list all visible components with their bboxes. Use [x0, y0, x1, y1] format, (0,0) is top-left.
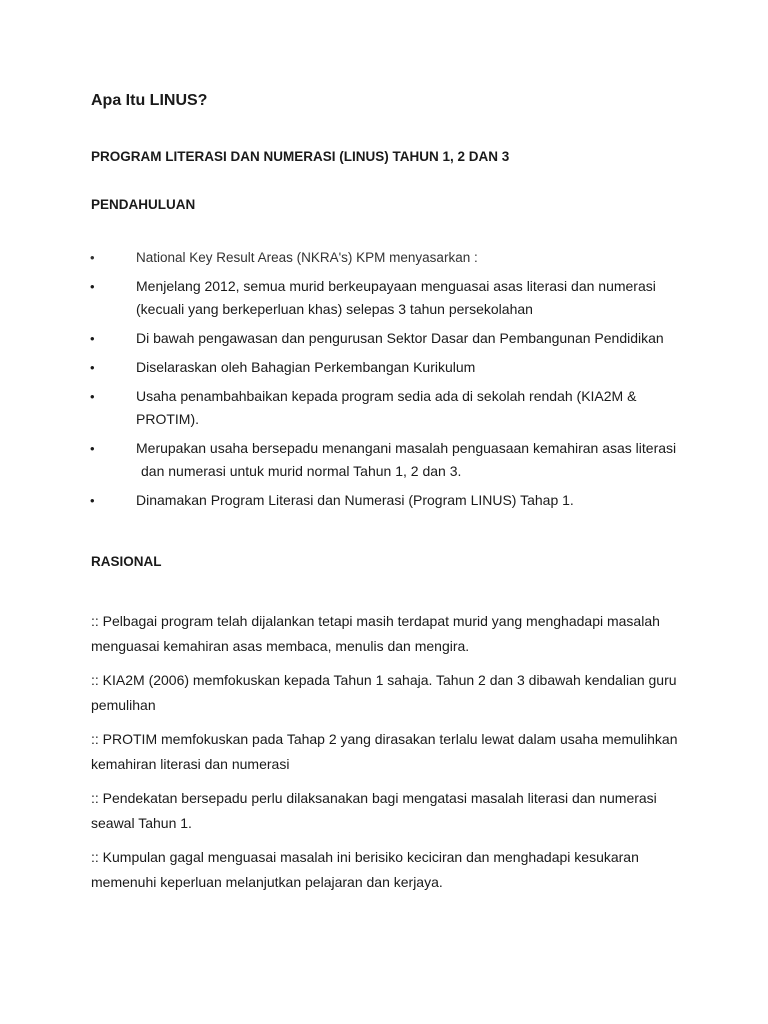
paragraph-line-1: :: PROTIM memfokuskan pada Tahap 2 yang dirasakan terlalu lewat dalam usaha memulihkan	[91, 731, 678, 747]
bullet-text-line-1: Merupakan usaha bersepadu menangani masalah penguasaan kemahiran asas literasi	[136, 440, 677, 456]
rasional-paragraph	[91, 609, 691, 659]
bullet-item	[0, 385, 768, 431]
bullet-item	[0, 246, 768, 269]
paragraph-line-1: :: Pendekatan bersepadu perlu dilaksanakan bagi mengatasi masalah literasi dan numerasi	[91, 790, 657, 806]
paragraph-line-1: :: Kumpulan gagal menguasai masalah ini berisiko keciciran dan menghadapi kesukaran	[91, 849, 639, 865]
bullet-text-line-1: Usaha penambahbaikan kepada program sedia ada di sekolah rendah (KIA2M &	[136, 388, 637, 404]
bullet-text: Diselaraskan oleh Bahagian Perkembangan Kurikulum	[136, 359, 476, 375]
bullet-icon: •	[90, 279, 95, 294]
bullet-icon: •	[90, 441, 95, 456]
rasional-paragraph	[91, 845, 691, 895]
bullet-text-line-2: PROTIM).	[136, 411, 199, 427]
page-title: Apa Itu LINUS?	[91, 92, 208, 109]
bullet-text-line-2: dan numerasi untuk murid normal Tahun 1, 2 dan 3.	[141, 463, 462, 479]
bullet-text: Di bawah pengawasan dan pengurusan Sektor Dasar dan Pembangunan Pendidikan	[136, 330, 664, 346]
bullet-icon: •	[90, 389, 95, 404]
bullet-icon: •	[90, 331, 95, 346]
bullet-text: Dinamakan Program Literasi dan Numerasi (Program LINUS) Tahap 1.	[136, 492, 574, 508]
bullet-icon: •	[90, 250, 95, 265]
paragraph-line-2: seawal Tahun 1.	[91, 815, 192, 831]
bullet-icon: •	[90, 493, 95, 508]
section-heading-pendahuluan: PENDAHULUAN	[91, 197, 196, 212]
paragraph-line-2: pemulihan	[91, 697, 156, 713]
rasional-paragraph	[91, 786, 691, 836]
paragraph-line-2: memenuhi keperluan melanjutkan pelajaran dan kerjaya.	[91, 874, 443, 890]
bullet-text: National Key Result Areas (NKRA's) KPM menyasarkan :	[136, 250, 478, 265]
section-heading-rasional: RASIONAL	[91, 554, 162, 569]
pendahuluan-bullet-list	[0, 246, 768, 518]
document-subtitle: PROGRAM LITERASI DAN NUMERASI (LINUS) TAHUN 1, 2 DAN 3	[91, 149, 510, 164]
paragraph-line-2: menguasai kemahiran asas membaca, menulis dan mengira.	[91, 638, 470, 654]
rasional-paragraph	[91, 668, 691, 718]
paragraph-line-2: kemahiran literasi dan numerasi	[91, 756, 290, 772]
bullet-item	[0, 437, 768, 483]
bullet-item	[0, 489, 768, 512]
rasional-paragraph	[91, 727, 691, 777]
paragraph-line-1: :: Pelbagai program telah dijalankan tetapi masih terdapat murid yang menghadapi masalah	[91, 613, 660, 629]
bullet-icon: •	[90, 360, 95, 375]
bullet-text-line-2: (kecuali yang berkeperluan khas) selepas 3 tahun persekolahan	[136, 301, 533, 317]
paragraph-line-1: :: KIA2M (2006) memfokuskan kepada Tahun 1 sahaja. Tahun 2 dan 3 dibawah kendalian guru	[91, 672, 677, 688]
bullet-text-line-1: Menjelang 2012, semua murid berkeupayaan menguasai asas literasi dan numerasi	[136, 278, 656, 294]
bullet-item	[0, 327, 768, 350]
bullet-item	[0, 356, 768, 379]
rasional-paragraphs	[91, 609, 691, 904]
bullet-item	[0, 275, 768, 321]
